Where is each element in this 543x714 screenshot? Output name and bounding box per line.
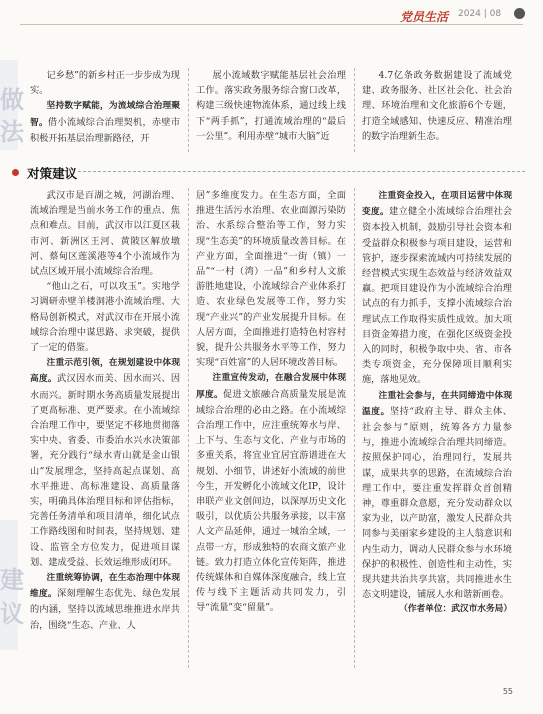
paragraph — [30, 279, 180, 355]
column-divider — [188, 188, 189, 668]
section-heading — [12, 162, 77, 180]
paragraph — [196, 68, 346, 144]
side-char-2: 法 — [0, 118, 24, 146]
paragraph-text: “他山之石，可以攻玉”。实地学习调研赤壁羊楼洞港小流域治理、大格局创新模式，对武汉市在开展小流域综合治理中谋思路、求突破，提供了一定的借鉴。 — [30, 281, 180, 354]
paragraph-text: 展小流域数字赋能基层社会治理工作。落实政务服务综合窗口改革，构建三级快速物流体系，通过线上线下“两手抓”，打通流域治理的“最后一公里”。利用赤壁“城市大脑”近 — [196, 70, 346, 142]
page-number: 55 — [502, 687, 513, 696]
column-divider — [354, 188, 355, 668]
paragraph-text: 借小流域综合治理契机，赤壁市积极开拓基层治理新路径，开 — [30, 116, 181, 144]
paragraph-text: 武汉因水而美、因水而兴、因水而兴。新时期水务高质量发展提出了更高标准、更严要求。在小流域综合治理工作中，要坚定不移地贯彻落实中央、省委、市委治水兴水决策部署，充分践行“绿水青山就是金山银山”发展理念，坚持高起点谋划、高水平推进、高标准建设、高质量落实，明确具体治理目标和评估指标，完善任务清单和项目清单，细化试点工作路线图和时间表，坚持规划、建设、监管全方位发力，促进项目谋划、建成受益、长效运维形成闭环。 — [30, 373, 181, 568]
paragraph — [196, 370, 346, 615]
paragraph — [30, 68, 180, 98]
paragraph — [362, 188, 512, 388]
issue-number: 2024 | 08 — [458, 9, 502, 19]
paragraph — [196, 188, 346, 370]
paragraph-text: 深刻理解生态优先、绿色发展的内涵，坚持以流域思维推进水岸共治，围绕“生态、产业、人 — [30, 588, 181, 631]
paragraph — [30, 355, 180, 570]
section-rule — [78, 171, 525, 172]
paragraph-text: 建立健全小流域综合治理社会资本投入机制，鼓励引导社会资本和受益群众积极参与项目建设，运营和管护，逐步探索流域内可持续发展的经营模式实现生态效益与经济效益双赢。把项目建设作为小流域综合治理试点的有力抓手，支撑小流域综合治理试点工作取得实质性成效。加大项目资金筹措力度，在强化区级资金投入的同时，积极争取中央、省、市各类专项资金，充分保障项目顺利实施，落地见效。 — [362, 206, 513, 386]
paragraph-text: 4.7亿条政务数据建设了流域党建、政务服务、社区社会化、社会治理、环境治理和文化旅游6个专题，打造全域感知、快速反应、精准治理的数字治理新生态。 — [362, 70, 512, 142]
paragraph-text: 记乡愁”的新乡村正一步步成为现实。 — [30, 70, 180, 97]
side-char-3: 建 — [0, 566, 24, 594]
paragraph-text: 坚持“政府主导、群众主体、社会参与”原则，统筹各方力量参与，推进小流域综合治理共同缔造。按照保护同心，治理同行，发展共谋，成果共享的思路，在流域综合治理工作中，要注重发挥群众首创精神，尊重群众意愿，充分发动群众以家为业，以产助富，激发人民群众共同参与美丽家乡建设的主人翁意识和内生动力，调动人民群众参与水环境保护的积极性、创造性和主动性，实现共建共治共享共富，共同推进水生态文明建设，铺展人水和谐新画卷。 — [362, 405, 512, 601]
column-divider — [188, 68, 189, 152]
body-column-3 — [362, 188, 512, 618]
author-affiliation — [362, 602, 512, 617]
paragraph — [362, 388, 512, 603]
section-title: 对策建议 — [27, 165, 78, 181]
paragraph — [30, 188, 180, 279]
paragraph-text: 居”多维度发力。在生态方面，全面推进生活污水治理、农业面源污染防治、水系综合整治等工作，努力实现“生态美”的环境质量改善目标。在产业方面，全面推进“一街（镇）一品”“一村（湾）一品”和乡村人文旅游胜地建设，小流域综合产业体系打造、农业绿色发展等工作，努力实现“产业兴”的产业发展提升目标。在人居方面，全面推进打造特色村容村貌，提升公共服务水平等工作，努力实现“百姓富”的人居环境改善目标。 — [196, 190, 346, 369]
top-column-1 — [30, 68, 180, 146]
paragraph-lead: 注重统筹协调，在生态治理中体现维度。 — [30, 573, 180, 600]
top-column-2 — [196, 68, 346, 144]
magazine-logo-icon — [514, 8, 525, 19]
paragraph-lead: 注重宣传发动，在融合发展中体现厚度。 — [196, 373, 346, 400]
paragraph — [30, 570, 180, 633]
paragraph-lead: 注重社会参与，在共同缔造中体现温度。 — [362, 390, 512, 417]
paragraph-text: （作者单位：武汉市水务局） — [399, 604, 512, 615]
side-strip-top — [0, 60, 24, 150]
paragraph — [30, 98, 180, 146]
bullet-icon — [12, 169, 19, 176]
body-column-1 — [30, 188, 180, 633]
paragraph-lead: 注重资金投入，在项目运营中体现变度。 — [362, 191, 512, 218]
page-header — [0, 0, 543, 26]
side-strip-bottom — [0, 520, 24, 650]
paragraph-lead: 坚持数字赋能，为流域综合治理聚智。 — [30, 101, 180, 128]
magazine-title: 党员生活 — [400, 10, 449, 24]
side-char-1: 做 — [0, 86, 24, 114]
paragraph-lead: 注重示范引领，在规划建设中体现高度。 — [30, 358, 180, 385]
top-column-3 — [362, 68, 512, 144]
paragraph-text: 促进文旅融合高质量发展是流域综合治理的必由之路。在小流域综合治理工作中，应注重统筹水与岸、上下与、生态与文化、产业与市场的多重关系，将宜业宜居宜游谱进在大规划、小细节，讲述好小流域的前世今生，开发孵化小流域文化IP，设计串联产业文创间边，以深厚历史文化吸引，以优质公共服务承接，以丰富人文产品延伸，通过一城治全域，一点带一方，形成独特的农商文旅产业链。致力打造立体化宣传矩阵，推进传统媒体和自媒体深度融合，线上宣传与线下主题活动共同发力，引导“流量”变“留量”。 — [196, 388, 347, 614]
side-char-4: 议 — [0, 600, 24, 628]
paragraph — [362, 68, 512, 144]
header-rule — [20, 24, 523, 25]
paragraph-text: 武汉市是百湖之城，河湖治理、流域治理是当前水务工作的重点、焦点和难点。目前，武汉市以江夏区栽市河、新洲区王河、黄陂区解放墩河、蔡甸区莲溪港等4个小流域作为试点区域开展小流域综合治理。 — [30, 190, 180, 278]
body-column-2 — [196, 188, 346, 616]
column-divider — [354, 68, 355, 152]
